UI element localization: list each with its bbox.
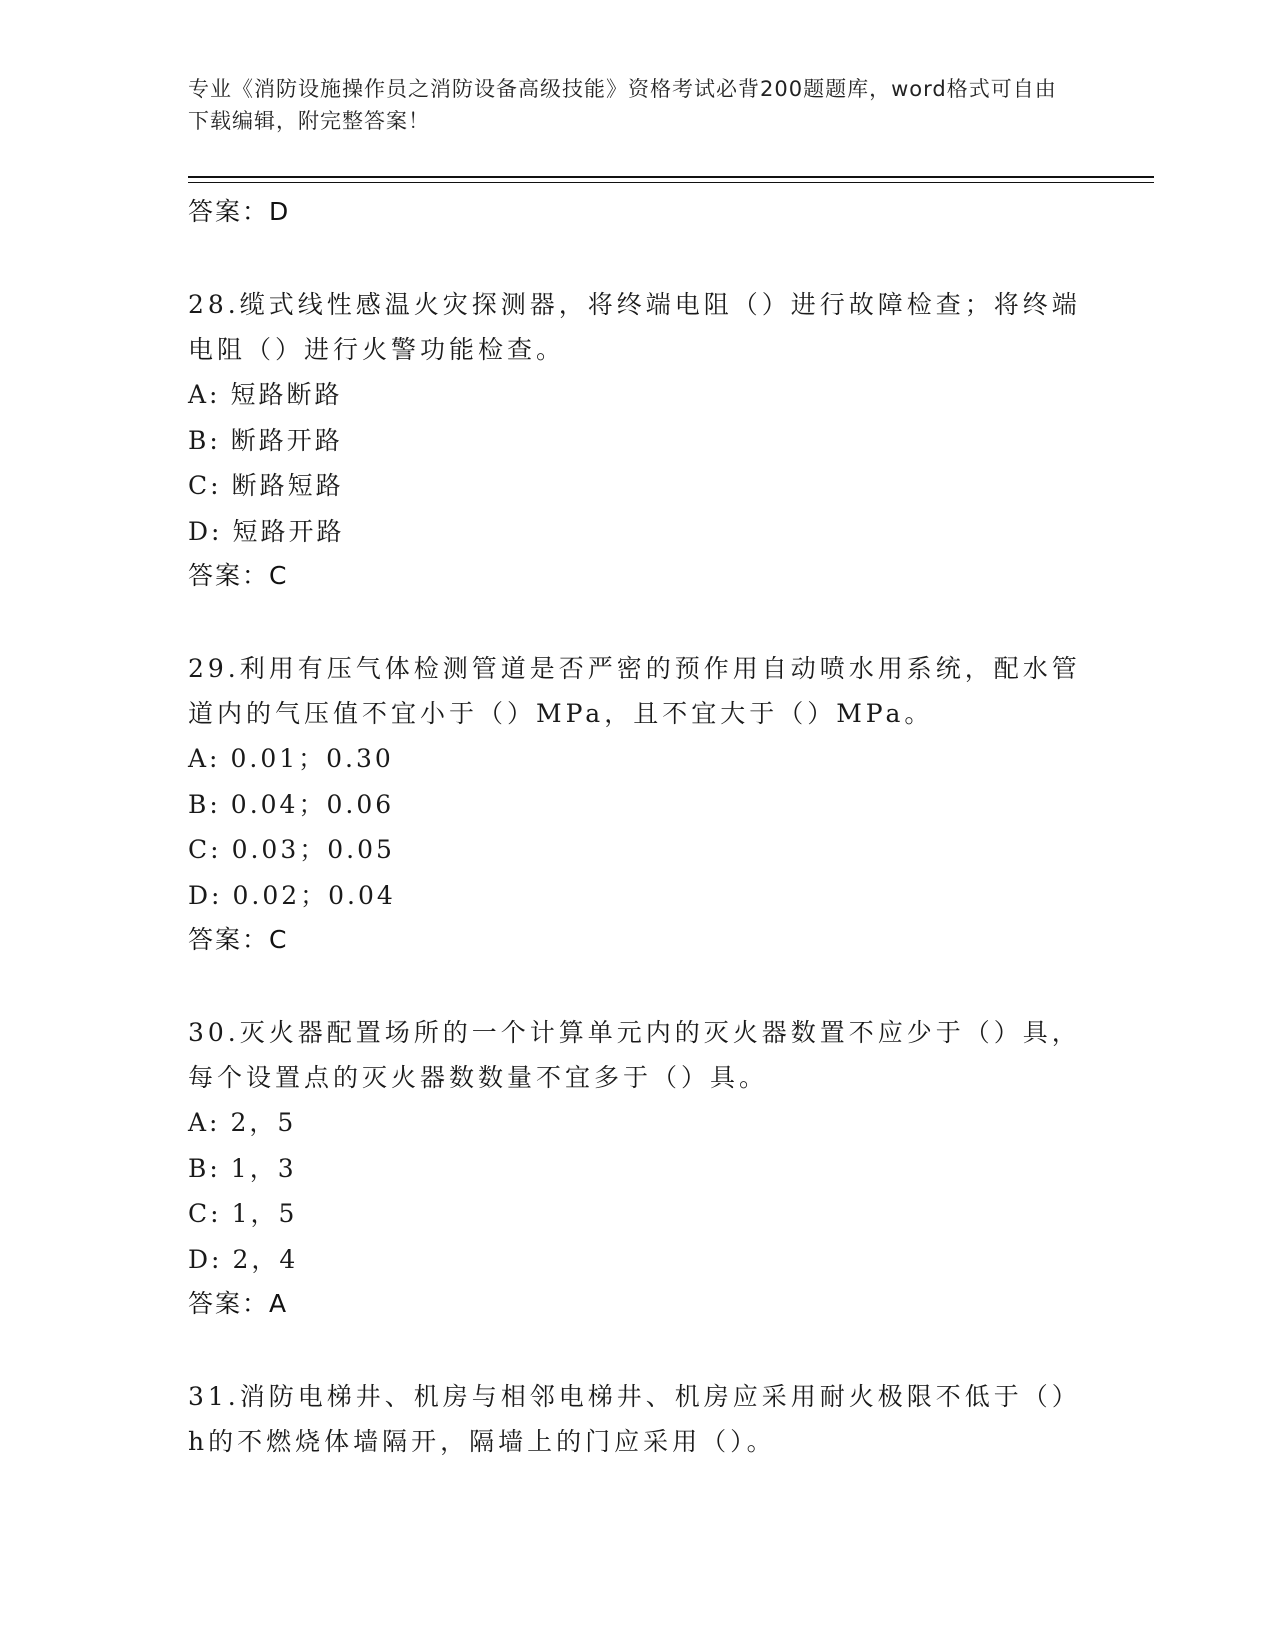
- option-text: 0.01；0.30: [230, 744, 394, 773]
- question-text: 31.消防电梯井、机房与相邻电梯井、机房应采用耐火极限不低于（）h的不燃烧体墙隔开，隔墙上的门应采用（）。: [188, 1382, 1081, 1456]
- answer-label: 答案：: [188, 925, 270, 954]
- option-d: [188, 1237, 1088, 1283]
- answer-line: [188, 918, 1088, 962]
- option-c: [188, 463, 1088, 509]
- option-a: [188, 1100, 1088, 1146]
- question-text: 30.灭火器配置场所的一个计算单元内的灭火器数置不应少于（）具，每个设置点的灭火器数数量不宜多于（）具。: [188, 1018, 1081, 1092]
- question-text: 28.缆式线性感温火灾探测器，将终端电阻（）进行故障检查；将终端电阻（）进行火警功能检查。: [188, 290, 1081, 364]
- answer-line: [188, 554, 1088, 598]
- option-b: [188, 418, 1088, 464]
- question-block: [188, 1374, 1088, 1464]
- answer-label: 答案：: [188, 197, 270, 226]
- option-key: B:: [188, 1153, 221, 1183]
- spacer: [188, 234, 1088, 282]
- option-key: A:: [188, 1108, 221, 1137]
- answer-value: D: [269, 197, 289, 226]
- answer-value: C: [269, 561, 287, 590]
- option-text: 短路断路: [230, 380, 343, 409]
- question-block: [188, 1010, 1088, 1326]
- option-text: 2，5: [230, 1108, 297, 1137]
- document-header: 专业《消防设施操作员之消防设备高级技能》资格考试必背200题题库，word格式可自由下载编辑，附完整答案！: [188, 77, 1057, 133]
- answer-line: [188, 190, 1088, 234]
- option-key: C:: [188, 471, 222, 500]
- option-key: D:: [188, 516, 223, 546]
- option-text: 0.03；0.05: [231, 835, 395, 864]
- option-d: [188, 873, 1088, 919]
- question-block: [188, 646, 1088, 962]
- option-b: [188, 1146, 1088, 1192]
- question-list: [188, 190, 1088, 1464]
- option-text: 短路开路: [232, 516, 345, 546]
- option-key: D:: [188, 880, 223, 910]
- option-a: [188, 736, 1088, 782]
- option-text: 0.04；0.06: [230, 789, 395, 819]
- spacer: [188, 1326, 1088, 1374]
- header-rule-thin: [188, 182, 1154, 183]
- option-key: C:: [188, 1199, 222, 1228]
- option-key: A:: [188, 744, 221, 773]
- answer-label: 答案：: [188, 1289, 270, 1318]
- option-key: B:: [188, 789, 221, 819]
- option-a: [188, 372, 1088, 418]
- option-d: [188, 509, 1088, 555]
- question-block: [188, 282, 1088, 598]
- header-rule-thick: [188, 176, 1154, 178]
- answer-value: A: [269, 1289, 287, 1318]
- answer-line: [188, 1282, 1088, 1326]
- spacer: [188, 598, 1088, 646]
- answer-label: 答案：: [188, 561, 270, 590]
- option-text: 断路开路: [230, 425, 343, 455]
- option-c: [188, 827, 1088, 873]
- option-text: 2，4: [232, 1244, 299, 1274]
- option-b: [188, 782, 1088, 828]
- option-key: D:: [188, 1244, 223, 1274]
- option-key: A:: [188, 380, 221, 409]
- option-text: 1，5: [231, 1199, 298, 1228]
- spacer: [188, 962, 1088, 1010]
- option-text: 断路短路: [231, 471, 344, 500]
- option-text: 0.02；0.04: [232, 880, 396, 910]
- answer-value: C: [269, 925, 287, 954]
- option-key: C:: [188, 835, 222, 864]
- option-text: 1，3: [230, 1153, 297, 1183]
- question-text: 29.利用有压气体检测管道是否严密的预作用自动喷水用系统，配水管道内的气压值不宜小于（）MPa，且不宜大于（）MPa。: [188, 654, 1081, 728]
- option-c: [188, 1191, 1088, 1237]
- option-key: B:: [188, 425, 221, 455]
